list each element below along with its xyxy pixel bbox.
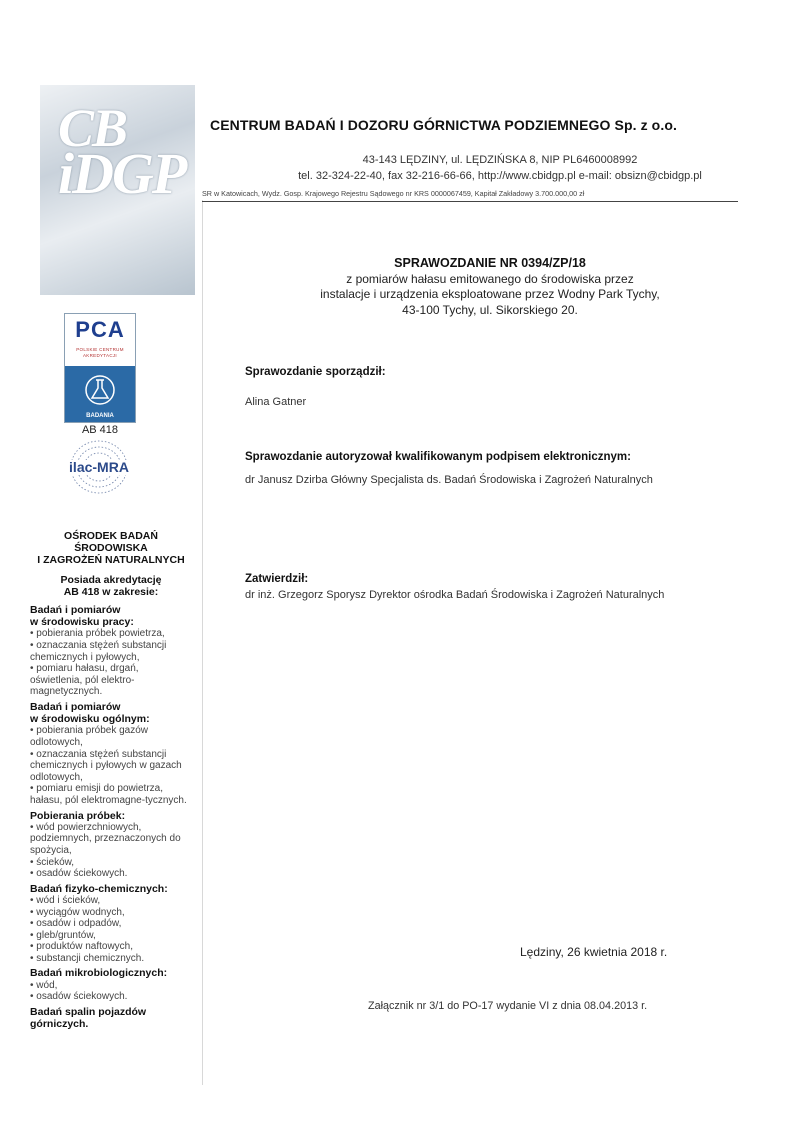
unit-title-1: OŚRODEK BADAŃ <box>64 530 158 542</box>
annex-note: Załącznik nr 3/1 do PO-17 wydanie VI z dnia 08.04.2013 r. <box>368 1000 648 1012</box>
accreditation-line-2: AB 418 w zakresie: <box>63 585 159 598</box>
scope-list-item: • oznaczania stężeń substancji chemicznych i pyłowych w gazach odlotowych, <box>30 749 192 784</box>
scope-section-heading: Badań i pomiarów <box>30 700 121 713</box>
approved-value: dr inż. Grzegorz Sporysz Dyrektor ośrodka Badań Środowiska i Zagrożeń Naturalnych <box>245 589 665 601</box>
unit-title-3: I ZAGROŻEŃ NATURALNYCH <box>37 554 185 567</box>
scope-list <box>30 822 192 880</box>
report-title: SPRAWOZDANIE NR 0394/ZP/18 <box>394 256 586 270</box>
pca-badge <box>64 313 136 423</box>
scope-section-heading: Badań fizyko-chemicznych: <box>30 882 168 895</box>
report-line-3: 43-100 Tychy, ul. Sikorskiego 20. <box>402 302 578 317</box>
scope-section <box>30 1006 192 1030</box>
unit-info <box>30 530 192 1030</box>
scope-section <box>30 967 192 1002</box>
scope-list-item: • pomiaru hałasu, drgań, oświetlenia, pól elektro-magnetycznych. <box>30 663 192 698</box>
scope-list-item: • osadów i odpadów, <box>30 918 192 930</box>
flask-icon <box>65 370 135 410</box>
scope-list-item: • ścieków, <box>30 857 192 869</box>
report-line-2: instalacje i urządzenia eksploatowane przez Wodny Park Tychy, <box>320 287 660 301</box>
scope-section-heading-2: w środowisku pracy: <box>30 616 134 629</box>
unit-title-2: ŚRODOWISKA <box>74 542 148 555</box>
header-rule <box>202 201 738 202</box>
logo-line-2: iDGP <box>58 141 186 206</box>
pca-subtitle <box>67 347 133 359</box>
pca-title: PCA <box>75 317 125 342</box>
company-contact: tel. 32-324-22-40, fax 32-216-66-66, http://www.cbidgp.pl e-mail: obsizn@cbidgp.pl <box>298 170 702 182</box>
scope-list-item: • wyciągów wodnych, <box>30 907 192 919</box>
scope-section <box>30 810 192 880</box>
company-address: 43-143 LĘDZINY, ul. LĘDZIŃSKA 8, NIP PL6460008992 <box>362 154 638 166</box>
pca-subtitle-2: AKREDYTACJI <box>83 353 117 358</box>
column-divider <box>202 200 203 1085</box>
scope-section-heading: Badań spalin pojazdów <box>30 1005 147 1018</box>
scope-list <box>30 895 192 965</box>
unit-title <box>30 530 192 567</box>
scope-list-item: • osadów ściekowych. <box>30 991 192 1003</box>
scope-list-item: • pomiaru emisji do powietrza, hałasu, pól elektromagne-tycznych. <box>30 783 192 806</box>
scope-list <box>30 725 192 806</box>
issue-date: Lędziny, 26 kwietnia 2018 r. <box>520 945 668 959</box>
ilac-text: ilac-MRA <box>69 459 129 475</box>
pca-blue-panel <box>65 366 135 422</box>
scope-section-heading-2: w środowisku ogólnym: <box>30 713 150 726</box>
scope-list <box>30 628 192 698</box>
scope-list-item: • gleb/gruntów, <box>30 930 192 942</box>
company-name: CENTRUM BADAŃ I DOZORU GÓRNICTWA PODZIEMNEGO Sp. z o.o. <box>210 117 677 133</box>
accreditation-scope-title <box>30 574 192 598</box>
report-heading <box>250 256 730 318</box>
approved-label: Zatwierdził: <box>245 573 309 585</box>
company-registry: SR w Katowicach, Wydz. Gosp. Krajowego Rejestru Sądowego nr KRS 0000067459, Kapitał Zakładowy 3.700.000,00 zł <box>202 189 585 198</box>
scope-list <box>30 980 192 1003</box>
ilac-globe-icon <box>54 437 144 497</box>
scope-section <box>30 701 192 807</box>
company-logo <box>40 85 195 295</box>
scope-section <box>30 883 192 965</box>
scope-section-heading: Pobierania próbek: <box>30 809 126 822</box>
scope-list-item: • wód, <box>30 980 192 992</box>
accreditation-line-1: Posiada akredytację <box>60 573 162 586</box>
pca-badania-label: BADANIA <box>86 413 114 419</box>
ilac-mra-logo <box>54 437 144 497</box>
scope-list-item: • pobierania próbek powietrza, <box>30 628 192 640</box>
scope-list-item: • wód powierzchniowych, podziemnych, przeznaczonych do spożycia, <box>30 822 192 857</box>
scope-section <box>30 604 192 698</box>
authorized-value: dr Janusz Dzirba Główny Specjalista ds. Badań Środowiska i Zagrożeń Naturalnych <box>245 474 653 486</box>
report-line-1: z pomiarów hałasu emitowanego do środowiska przez <box>346 271 634 286</box>
scope-sections <box>30 604 192 1030</box>
accreditation-number: AB 418 <box>81 424 119 436</box>
scope-section-heading-2: górniczych. <box>30 1018 89 1031</box>
pca-subtitle-1: POLSKIE CENTRUM <box>76 347 124 352</box>
scope-list-item: • pobierania próbek gazów odlotowych, <box>30 725 192 748</box>
scope-list-item: • osadów ściekowych. <box>30 868 192 880</box>
scope-section-heading: Badań i pomiarów <box>30 604 121 617</box>
authorized-label: Sprawozdanie autoryzował kwalifikowanym podpisem elektronicznym: <box>245 451 631 463</box>
prepared-label: Sprawozdanie sporządził: <box>245 366 386 378</box>
scope-list-item: • produktów naftowych, <box>30 941 192 953</box>
scope-list-item: • wód i ścieków, <box>30 895 192 907</box>
logo-line-1: CB <box>58 98 127 158</box>
prepared-value: Alina Gatner <box>245 396 307 408</box>
scope-section-heading: Badań mikrobiologicznych: <box>30 967 168 980</box>
scope-list-item: • substancji chemicznych. <box>30 953 192 965</box>
scope-list-item: • oznaczania stężeń substancji chemicznych i pyłowych, <box>30 640 192 663</box>
